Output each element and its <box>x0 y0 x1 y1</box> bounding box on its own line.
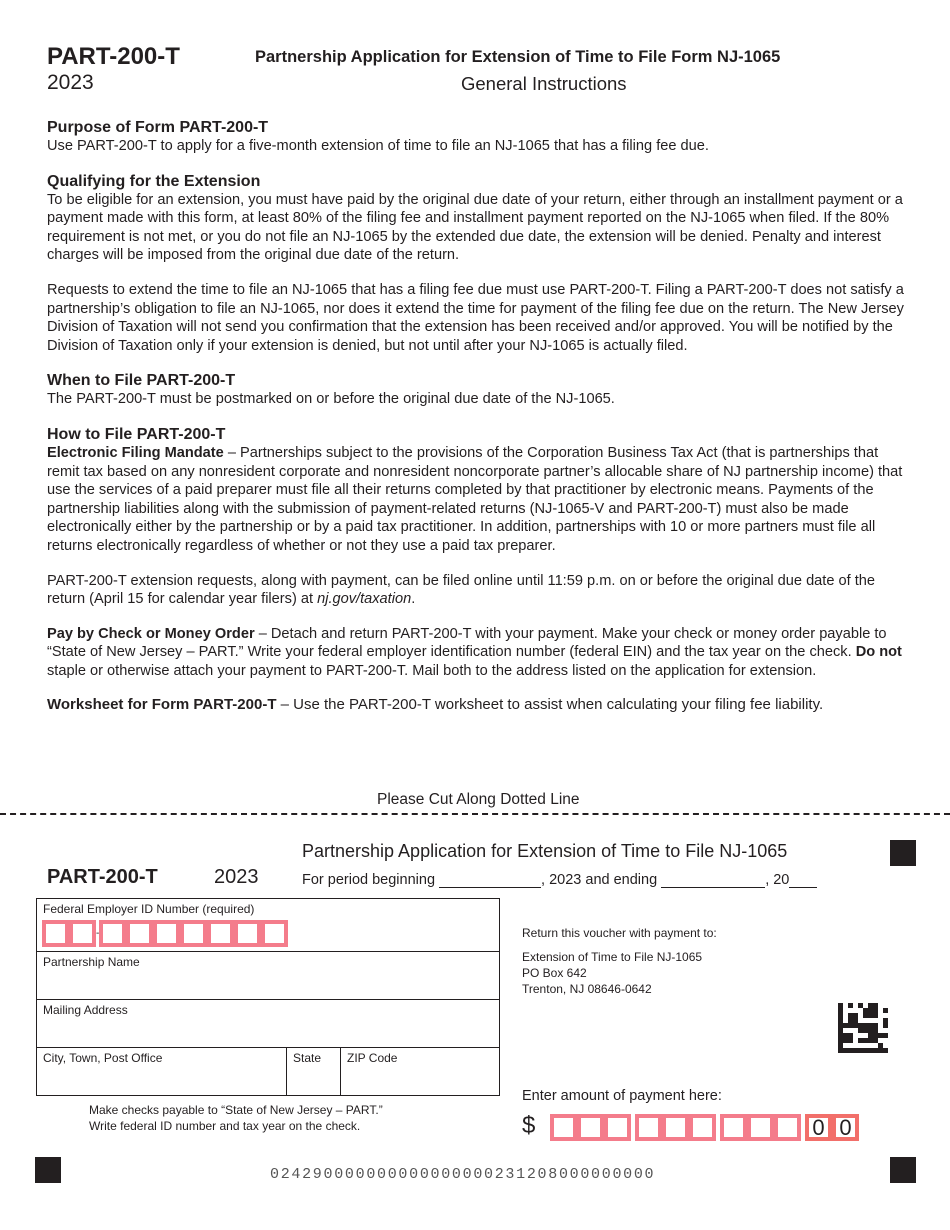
cents-cell: 0 <box>832 1114 859 1141</box>
taxation-link[interactable]: nj.gov/taxation <box>317 591 412 608</box>
form-year: 2023 <box>47 71 94 94</box>
mailing-address-field[interactable] <box>37 1000 499 1048</box>
fein-cell[interactable] <box>126 920 153 947</box>
taxpayer-info-box <box>36 898 500 1096</box>
fein-cell[interactable] <box>42 920 69 947</box>
fein-cell[interactable] <box>207 920 234 947</box>
check-paragraph <box>47 625 907 681</box>
state-field[interactable] <box>287 1048 341 1095</box>
period-end-label: , 20 <box>765 872 790 888</box>
partnership-name-field[interactable] <box>37 952 499 1000</box>
when-heading: When to File PART-200-T <box>47 372 236 390</box>
qualify-text-2: Requests to extend the time to file an NJ-1065 that has a filing fee due must use PART-200-T. Filing a PART-200-T does not satisfy a partnership’s obligation to file an NJ-1065, nor does it extend the time for payment of the filing fee due on the return. The New Jersey Division of Taxation will not send you confirmation that the extension has been received and/or approved. You will be notified by the Division of Taxation only if your extension is denied, but not until after your NJ-1065 is actually filed. <box>47 281 904 354</box>
cut-label: Please Cut Along Dotted Line <box>377 791 580 808</box>
zip-field[interactable] <box>341 1048 499 1095</box>
amount-cell[interactable] <box>689 1114 716 1141</box>
zip-label: ZIP Code <box>347 1051 398 1065</box>
qualify-heading: Qualifying for the Extension <box>47 172 261 190</box>
registration-mark <box>890 1157 916 1183</box>
qualify-text-1: To be eligible for an extension, you must have paid by the original due date of your return, either through an installment payment or a payment made with this form, at least 80% of the filing fee and installment payment reported on the NJ-1065 when filed. If the 80% requirement is not met, or you do not file an NJ-1065 by the extended due date, the extension will be denied. Penalty and interest charges will be imposed from the original due date of the return. <box>47 191 903 264</box>
voucher-form-id: PART-200-T <box>47 866 158 888</box>
amount-cell[interactable] <box>774 1114 801 1141</box>
city-field[interactable] <box>37 1048 287 1095</box>
fein-cell[interactable] <box>69 920 96 947</box>
amount-cell[interactable] <box>550 1114 577 1141</box>
efile-label: Electronic Filing Mandate <box>47 444 224 461</box>
page-subtitle: General Instructions <box>461 73 627 94</box>
instructions <box>47 118 907 731</box>
online-end: . <box>411 591 416 608</box>
purpose-heading: Purpose of Form PART-200-T <box>47 119 269 136</box>
state-label: State <box>293 1051 322 1065</box>
voucher-title: Partnership Application for Extension of Time to File NJ-1065 <box>302 841 788 861</box>
amount-cell[interactable] <box>577 1114 604 1141</box>
check-bold: Do not <box>855 644 902 661</box>
amount-cell[interactable] <box>604 1114 631 1141</box>
voucher-year: 2023 <box>214 866 259 888</box>
efile-text: – Partnerships subject to the provisions of the Corporation Business Tax Act (that is partnerships that remit tax based on any nonresident corporate and nonresident noncorporate partner’s allocable share of NJ partnership income) that use the services of a paid preparer must file all their returns completed by that practitioner by electronic means. Payments of the partnership liabilities along with the submission of payment-related returns (NJ-1065-V and PART-200-T) must also be made electronically either by the partnership or by a paid tax practitioner. In addition, partnerships with 10 or more partners must file all returns electronically regardless of whether or not they use a paid tax preparer. <box>47 444 903 554</box>
online-paragraph <box>47 572 907 609</box>
payment-amount-field[interactable] <box>550 1114 859 1141</box>
fein-cell[interactable] <box>234 920 261 947</box>
form-id: PART-200-T <box>47 43 180 70</box>
check-text-2: staple or otherwise attach your payment to PART-200-T. Mail both to the address listed on the application for extension. <box>47 662 817 679</box>
amount-cell[interactable] <box>635 1114 662 1141</box>
partnership-name-label: Partnership Name <box>43 955 140 969</box>
payment-label: Enter amount of payment here: <box>522 1088 722 1104</box>
period-begin-field[interactable] <box>439 876 541 888</box>
payable-note <box>89 1103 383 1134</box>
mailing-address-label: Mailing Address <box>43 1003 128 1017</box>
fein-label: Federal Employer ID Number (required) <box>43 902 255 916</box>
fein-cell[interactable] <box>180 920 207 947</box>
payable-line: Write federal ID number and tax year on the check. <box>89 1118 361 1133</box>
efile-paragraph <box>47 444 907 556</box>
registration-mark <box>35 1157 61 1183</box>
worksheet-text: – Use the PART-200-T worksheet to assist when calculating your filing fee liability. <box>276 696 824 714</box>
amount-cell[interactable] <box>720 1114 747 1141</box>
check-text-1: – Detach and return PART-200-T with your payment. Make your check or money order payable to “State of New Jersey – PART.” Write your federal employer identification number (federal EIN) and the tax year on the check. <box>47 625 887 661</box>
registration-mark <box>890 840 916 866</box>
how-heading: How to File PART-200-T <box>47 425 226 443</box>
worksheet-paragraph <box>47 696 907 715</box>
online-text: PART-200-T extension requests, along with payment, can be filed online until 11:59 p.m. on or before the original due date of the return (April 15 for calendar year filers) at <box>47 572 876 608</box>
city-label: City, Town, Post Office <box>43 1051 163 1065</box>
payable-line: Make checks payable to “State of New Jersey – PART.” <box>89 1103 383 1117</box>
cents-cell: 0 <box>805 1114 832 1141</box>
datamatrix-barcode <box>838 1002 888 1054</box>
fein-cell[interactable] <box>261 920 288 947</box>
when-text: The PART-200-T must be postmarked on or before the original due date of the NJ-1065. <box>47 391 615 408</box>
return-address <box>522 925 717 997</box>
check-label: Pay by Check or Money Order <box>47 625 255 642</box>
amount-cell[interactable] <box>747 1114 774 1141</box>
dollar-sign: $ <box>522 1112 536 1139</box>
purpose-text: Use PART-200-T to apply for a five-month extension of time to file an NJ-1065 that has a filing fee due. <box>47 138 709 154</box>
worksheet-label: Worksheet for Form PART-200-T <box>47 696 277 714</box>
fein-field[interactable]: - <box>42 920 288 947</box>
period-end-field[interactable] <box>661 876 765 888</box>
scanline: 024290000000000000000231208000000000 <box>270 1166 656 1183</box>
fein-row <box>37 899 499 952</box>
page-title: Partnership Application for Extension of Time to File Form NJ-1065 <box>255 48 781 66</box>
period-mid-label: , 2023 and ending <box>541 872 658 888</box>
address-line: PO Box 642 <box>522 966 587 980</box>
address-line: Extension of Time to File NJ-1065 <box>522 950 703 964</box>
period-line <box>302 872 817 888</box>
amount-cell[interactable] <box>662 1114 689 1141</box>
cut-line <box>0 813 950 815</box>
return-label: Return this voucher with payment to: <box>522 926 717 940</box>
period-begin-label: For period beginning <box>302 872 436 888</box>
fein-cell[interactable] <box>99 920 126 947</box>
period-end-year-field[interactable] <box>789 876 817 888</box>
fein-cell[interactable] <box>153 920 180 947</box>
address-line: Trenton, NJ 08646-0642 <box>522 982 652 996</box>
